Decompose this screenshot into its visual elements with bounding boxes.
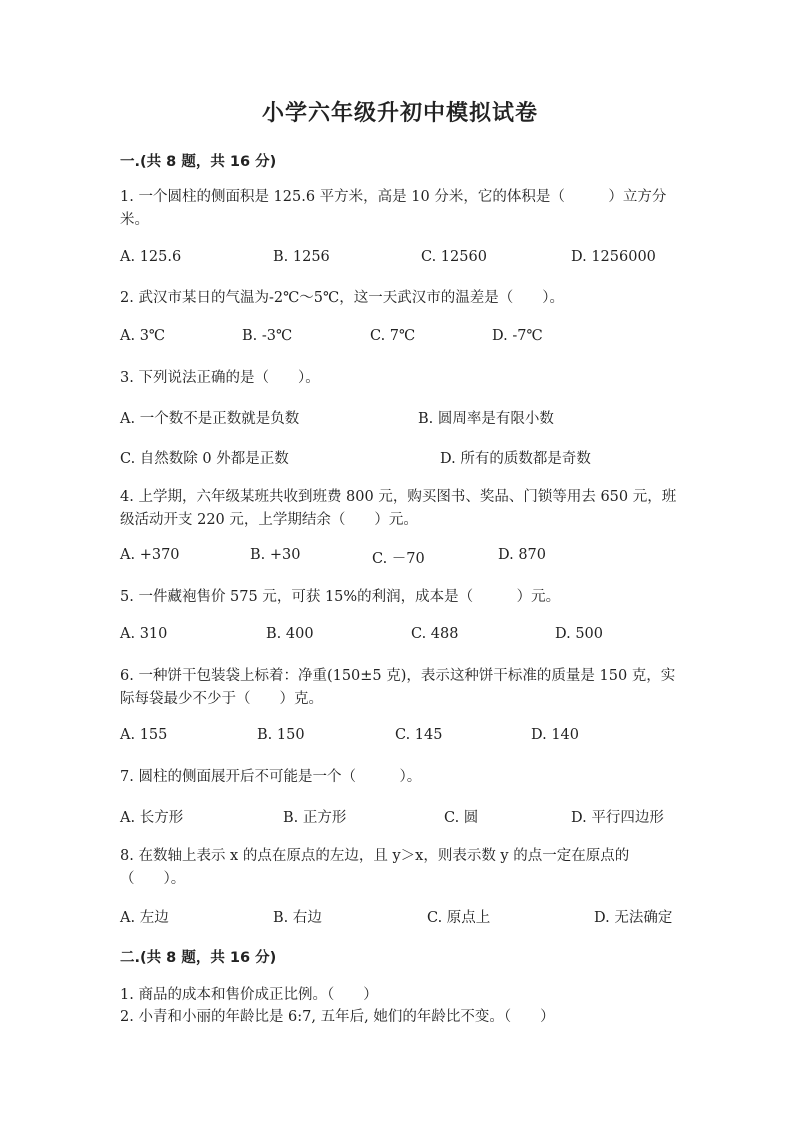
question-3: 3. 下列说法正确的是（ ）。 xyxy=(120,370,320,386)
question-6: 6. 一种饼干包装袋上标着：净重(150±5 克)，表示这种饼干标准的质量是 150 克，实际每袋最少不少于（ ）克。 xyxy=(120,668,676,707)
q1-option-d: D. 1256000 xyxy=(571,249,656,265)
q4-option-a: A. +370 xyxy=(120,547,180,563)
q8-option-d: D. 无法确定 xyxy=(594,910,673,926)
q6-option-a: A. 155 xyxy=(120,727,168,743)
q5-option-d: D. 500 xyxy=(555,626,604,642)
q7-option-c: C. 圆 xyxy=(444,810,479,826)
q1-option-c: C. 12560 xyxy=(421,249,487,265)
q2-option-a: A. 3℃ xyxy=(120,328,166,344)
section-2-header: 二.(共 8 题，共 16 分) xyxy=(120,950,277,966)
q3-option-a: A. 一个数不是正数就是负数 xyxy=(120,411,300,427)
question-1: 1. 一个圆柱的侧面积是 125.6 平方米，高是 10 分米，它的体积是（ ）立方分米。 xyxy=(120,189,667,228)
q4-option-c: C. －70 xyxy=(372,551,425,567)
q6-option-b: B. 150 xyxy=(257,727,305,743)
q1-option-a: A. 125.6 xyxy=(120,249,182,265)
question-4: 4. 上学期，六年级某班共收到班费 800 元，购买图书、奖品、门锁等用去 650 元，班级活动开支 220 元，上学期结余（ ）元。 xyxy=(120,489,677,528)
q3-option-c: C. 自然数除 0 外都是正数 xyxy=(120,451,289,467)
q7-option-a: A. 长方形 xyxy=(120,810,184,826)
q2-option-b: B. -3℃ xyxy=(242,328,293,344)
q7-option-d: D. 平行四边形 xyxy=(571,810,664,826)
section-2-question-1: 1. 商品的成本和售价成正比例。（ ） xyxy=(120,987,378,1003)
q1-option-b: B. 1256 xyxy=(273,249,330,265)
page-title: 小学六年级升初中模拟试卷 xyxy=(261,101,538,126)
q4-option-b: B. +30 xyxy=(250,547,301,563)
q4-option-d: D. 870 xyxy=(498,547,547,563)
q8-option-b: B. 右边 xyxy=(273,910,322,926)
section-2-question-2: 2. 小青和小丽的年龄比是 6:7, 五年后, 她们的年龄比不变。（ ） xyxy=(120,1009,555,1025)
q3-option-b: B. 圆周率是有限小数 xyxy=(418,411,554,427)
q6-option-d: D. 140 xyxy=(531,727,580,743)
q3-option-d: D. 所有的质数都是奇数 xyxy=(440,451,591,467)
q5-option-c: C. 488 xyxy=(411,626,459,642)
question-5: 5. 一件藏袍售价 575 元，可获 15%的利润，成本是（ ）元。 xyxy=(120,589,561,605)
question-2: 2. 武汉市某日的气温为-2℃～5℃，这一天武汉市的温差是（ ）。 xyxy=(120,290,564,306)
section-1-header: 一.(共 8 题，共 16 分) xyxy=(120,154,277,170)
q5-option-a: A. 310 xyxy=(120,626,168,642)
q6-option-c: C. 145 xyxy=(395,727,443,743)
q7-option-b: B. 正方形 xyxy=(283,810,347,826)
q2-option-d: D. -7℃ xyxy=(492,328,543,344)
q2-option-c: C. 7℃ xyxy=(370,328,416,344)
q8-option-a: A. 左边 xyxy=(120,910,169,926)
question-7: 7. 圆柱的侧面展开后不可能是一个（ ）。 xyxy=(120,769,422,785)
q5-option-b: B. 400 xyxy=(266,626,314,642)
q8-option-c: C. 原点上 xyxy=(427,910,491,926)
question-8: 8. 在数轴上表示 x 的点在原点的左边，且 y＞x，则表示数 y 的点一定在原点的（ ）。 xyxy=(120,848,630,887)
